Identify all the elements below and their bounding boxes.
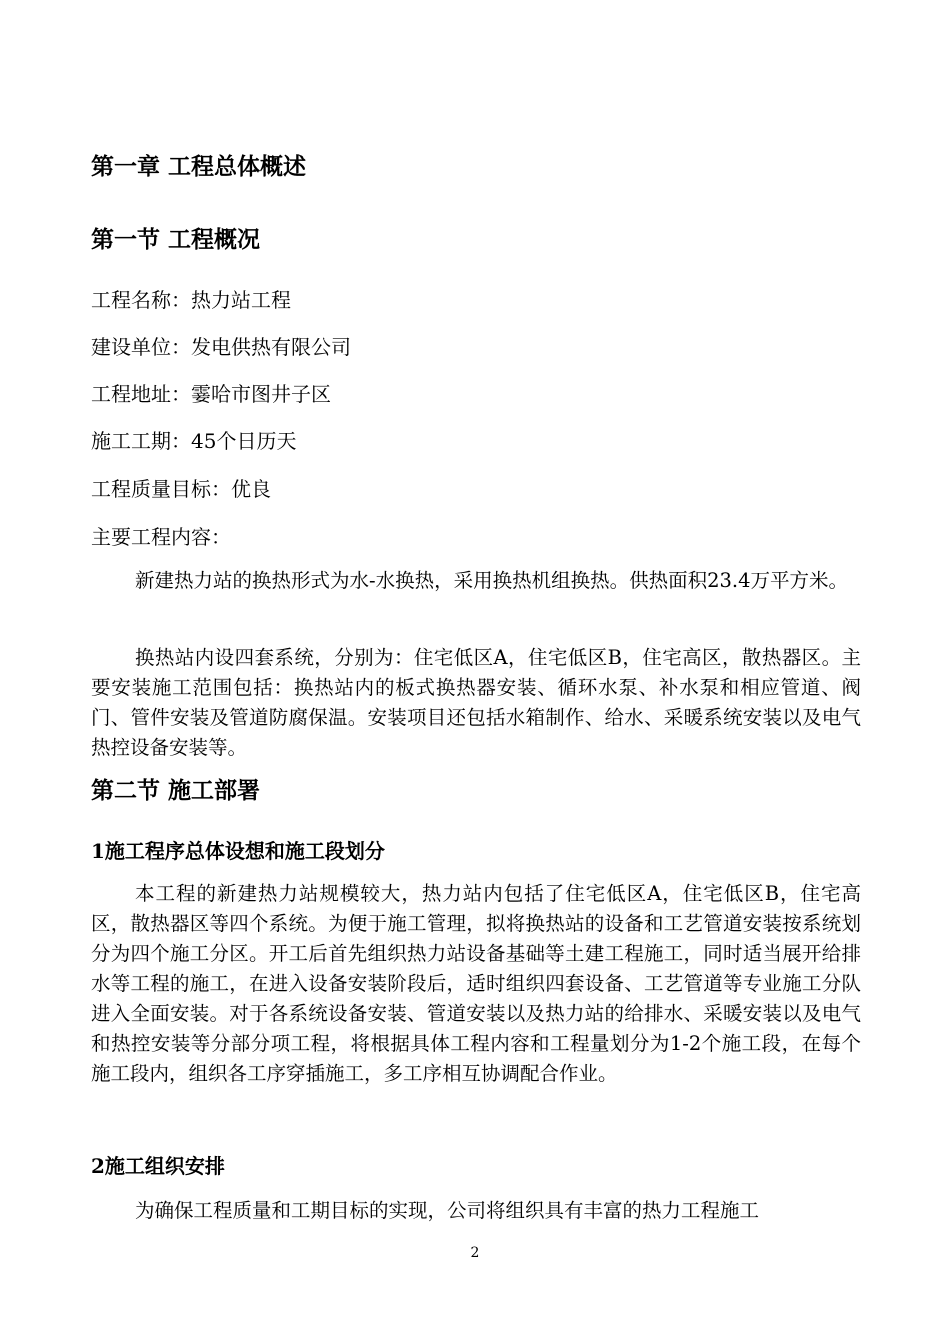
subsection-title: 2施工组织安排 — [91, 1154, 225, 1178]
page-number: 2 — [470, 1245, 480, 1261]
main-content-label: 主要工程内容： — [91, 525, 231, 549]
project-address-field: 工程地址：霎哈市图井子区 — [91, 382, 331, 406]
body-paragraph: 换热站内设四套系统，分别为：住宅低区A，住宅低区B，住宅高区，散热器区。主要安装施工范围包括：换热站内的板式换热器安装、循环水泵、补水泵和相应管道、阀门、管件安装及管道防腐保温。安装项目还包括水箱制作、给水、采暖系统安装以及电气热控设备安装等。 — [91, 646, 861, 759]
section-title: 第二节 施工部署 — [91, 777, 261, 804]
subsection-title: 1施工程序总体设想和施工段划分 — [91, 839, 385, 863]
body-paragraph: 为确保工程质量和工期目标的实现，公司将组织具有丰富的热力工程施工 — [135, 1199, 760, 1222]
section-title: 第一节 工程概况 — [91, 226, 261, 253]
construction-period-field: 施工工期：45个日历天 — [91, 429, 297, 453]
chapter-title: 第一章 工程总体概述 — [91, 153, 307, 180]
project-name-field: 工程名称：热力站工程 — [91, 288, 291, 312]
quality-target-field: 工程质量目标：优良 — [91, 477, 271, 501]
body-paragraph: 新建热力站的换热形式为水-水换热，采用换热机组换热。供热面积23.4万平方米。 — [135, 569, 849, 592]
builder-unit-field: 建设单位：发电供热有限公司 — [91, 335, 351, 359]
body-paragraph: 本工程的新建热力站规模较大，热力站内包括了住宅低区A，住宅低区B，住宅高区，散热器区等四个系统。为便于施工管理，拟将换热站的设备和工艺管道安装按系统划分为四个施工分区。开工后首先组织热力站设备基础等土建工程施工，同时适当展开给排水等工程的施工，在进入设备安装阶段后，适时组织四套设备、工艺管道等专业施工分队进入全面安装。对于各系统设备安装、管道安装以及热力站的给排水、采暖安装以及电气和热控安装等分部分项工程，将根据具体工程内容和工程量划分为1-2个施工段，在每个施工段内，组织各工序穿插施工，多工序相互协调配合作业。 — [91, 882, 861, 1085]
